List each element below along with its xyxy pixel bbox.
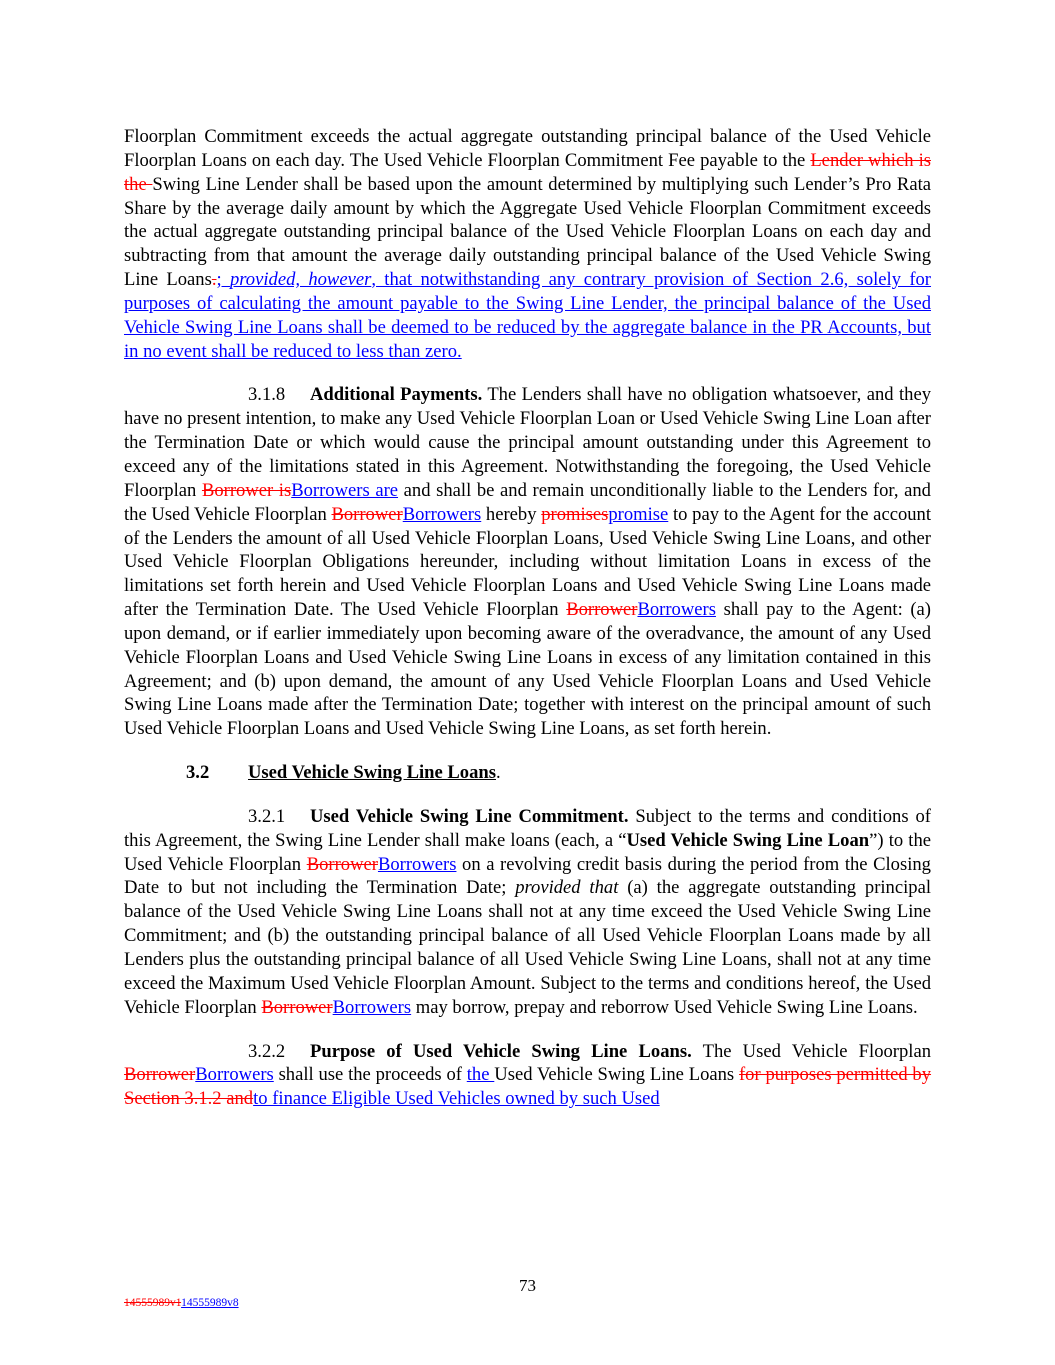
inserted-text: promise xyxy=(608,503,669,525)
section-3-2-heading xyxy=(124,761,931,785)
inserted-text: Borrowers are xyxy=(291,479,399,501)
inserted-text: Borrowers xyxy=(377,853,457,875)
deleted-doc-id: 14555989v1 xyxy=(124,1297,182,1309)
section-number: 3.2 xyxy=(186,762,210,784)
text-run: hereby xyxy=(481,503,542,525)
inserted-text: Borrowers xyxy=(195,1064,274,1086)
deleted-text: Borrower is xyxy=(201,479,292,501)
text-run: may borrow, prepay and reborrow Used Vehicle Swing Line Loans. xyxy=(411,996,918,1018)
section-number: 3.2.1 xyxy=(248,805,286,827)
deleted-text: Borrower xyxy=(306,853,378,875)
inserted-text: the xyxy=(466,1064,495,1086)
text-run: Used Vehicle Swing Line Loans xyxy=(494,1064,739,1086)
text-run: Floorplan Commitment exceeds the actual aggregate outstanding principal balance of the Used Vehicle Floorplan Loans on each day. The Used Vehicle Floorplan Commitment Fee payable to the xyxy=(124,126,931,171)
section-heading: Used Vehicle Swing Line Commitment. xyxy=(310,805,629,827)
deleted-text: Lender which is the xyxy=(124,149,931,195)
document-id xyxy=(124,1297,239,1309)
text-run: The Used Vehicle Floorplan xyxy=(691,1040,931,1062)
defined-term: Used Vehicle Swing Line Loan xyxy=(626,829,870,851)
deleted-text: Borrower xyxy=(566,599,638,621)
text-run: The Lenders shall have no obligation whatsoever, and they have no present intention, to make any Used Vehicle Floorplan Loan or Used Vehicle Swing Line Loan after the Termination Date or which would cause the principal amount outstanding under this Agreement to exceed any of the limitations stated in this Agreement. Notwithstanding the foregoing, the Used Vehicle Floorplan xyxy=(124,384,931,501)
text-run: Swing Line Lender shall be based upon the amount determined by multiplying such Lender’s Pro Rata Share by the average daily amount by which the Aggregate Used Vehicle Floorplan Commitment exceeds the actual aggregate outstanding principal balance of the Used Vehicle Floorplan Loans on each day and subtracting from that amount the average daily outstanding principal balance of the Used Vehicle Swing Line Loans xyxy=(124,173,931,291)
section-heading: Purpose of Used Vehicle Swing Line Loans. xyxy=(310,1040,692,1062)
inserted-text: to finance Eligible Used Vehicles owned by such Used xyxy=(253,1088,660,1110)
deleted-text: Borrower xyxy=(261,996,333,1018)
inserted-text: , that notwithstanding any contrary provision of Section 2.6, solely for purposes of calculating the amount payable to the Swing Line Lender, the principal balance of the Used Vehicle Swing Line Loans shall be deemed to be reduced by the aggregate balance in the PR Accounts, but in no event shall be reduced to less than zero. xyxy=(124,269,932,362)
section-heading: Additional Payments. xyxy=(310,384,483,406)
inserted-text-italic: provided, however xyxy=(229,269,372,291)
deleted-text: . xyxy=(211,269,217,291)
deleted-text: for purposes permitted by Section 3.1.2 and xyxy=(124,1064,932,1110)
section-3-2-2 xyxy=(124,1040,931,1112)
section-3-1-8 xyxy=(124,383,931,741)
page-number: 73 xyxy=(519,1276,536,1295)
section-3-2-1 xyxy=(124,805,931,1020)
text-run: shall pay to the Agent: (a) upon demand, or if earlier immediately upon becoming aware of the overadvance, the amount of any Used Vehicle Floorplan Loans and Used Vehicle Swing Line Loans in excess of any limitation contained in this Agreement; and (b) upon demand, the amount of any Used Vehicle Floorplan Loans and Used Vehicle Swing Line Loans made after the Termination Date; together with interest on the principal amount of such Used Vehicle Floorplan Loans and Used Vehicle Swing Line Loans, as set forth herein. xyxy=(124,599,931,740)
inserted-text: Borrowers xyxy=(637,599,716,621)
deleted-text: Borrower xyxy=(331,503,403,525)
deleted-text: promises xyxy=(541,503,609,525)
inserted-text: ; xyxy=(216,269,230,291)
inserted-text: Borrowers xyxy=(402,503,482,525)
document-page xyxy=(124,125,931,1111)
section-number: 3.2.2 xyxy=(248,1040,286,1062)
section-title: Used Vehicle Swing Line Loans xyxy=(248,762,496,784)
text-run: ”) to the Used Vehicle Floorplan xyxy=(124,829,931,875)
text-run: and shall be and remain unconditionally liable to the Lenders for, and the Used Vehicle Floorplan xyxy=(124,479,931,525)
paragraph-commitment-fee xyxy=(124,125,931,363)
text-run: to pay to the Agent for the account of the Lenders the amount of all Used Vehicle Floorplan Loans, Used Vehicle Swing Line Loans, and other Used Vehicle Floorplan Obligations hereunder, including without limitation Loans in excess of the limitations set forth herein and Used Vehicle Floorplan Loans and Used Vehicle Swing Line Loans made after the Termination Date. The Used Vehicle Floorplan xyxy=(124,503,932,621)
inserted-doc-id: 14555989v8 xyxy=(181,1297,239,1309)
italic-text: provided that xyxy=(515,877,619,899)
deleted-text: Borrower xyxy=(124,1064,196,1086)
text-run: (a) the aggregate outstanding principal balance of the Used Vehicle Swing Line Loans shall not at any time exceed the Used Vehicle Swing Line Commitment; and (b) the outstanding principal balance of all Used Vehicle Floorplan Loans made by all Lenders plus the outstanding principal balance of all Used Vehicle Swing Line Loans, shall not at any time exceed the Maximum Used Vehicle Floorplan Amount. Subject to the terms and conditions hereof, the Used Vehicle Floorplan xyxy=(124,877,931,1018)
text-run: Subject to the terms and conditions of this Agreement, the Swing Line Lender shall make loans (each, a “ xyxy=(124,805,931,851)
section-number: 3.1.8 xyxy=(248,384,286,406)
inserted-text: Borrowers xyxy=(332,996,412,1018)
text-run: on a revolving credit basis during the period from the Closing Date to but not including the Termination Date; xyxy=(124,853,931,899)
text-run: shall use the proceeds of xyxy=(273,1064,467,1086)
section-title-period: . xyxy=(495,762,501,784)
